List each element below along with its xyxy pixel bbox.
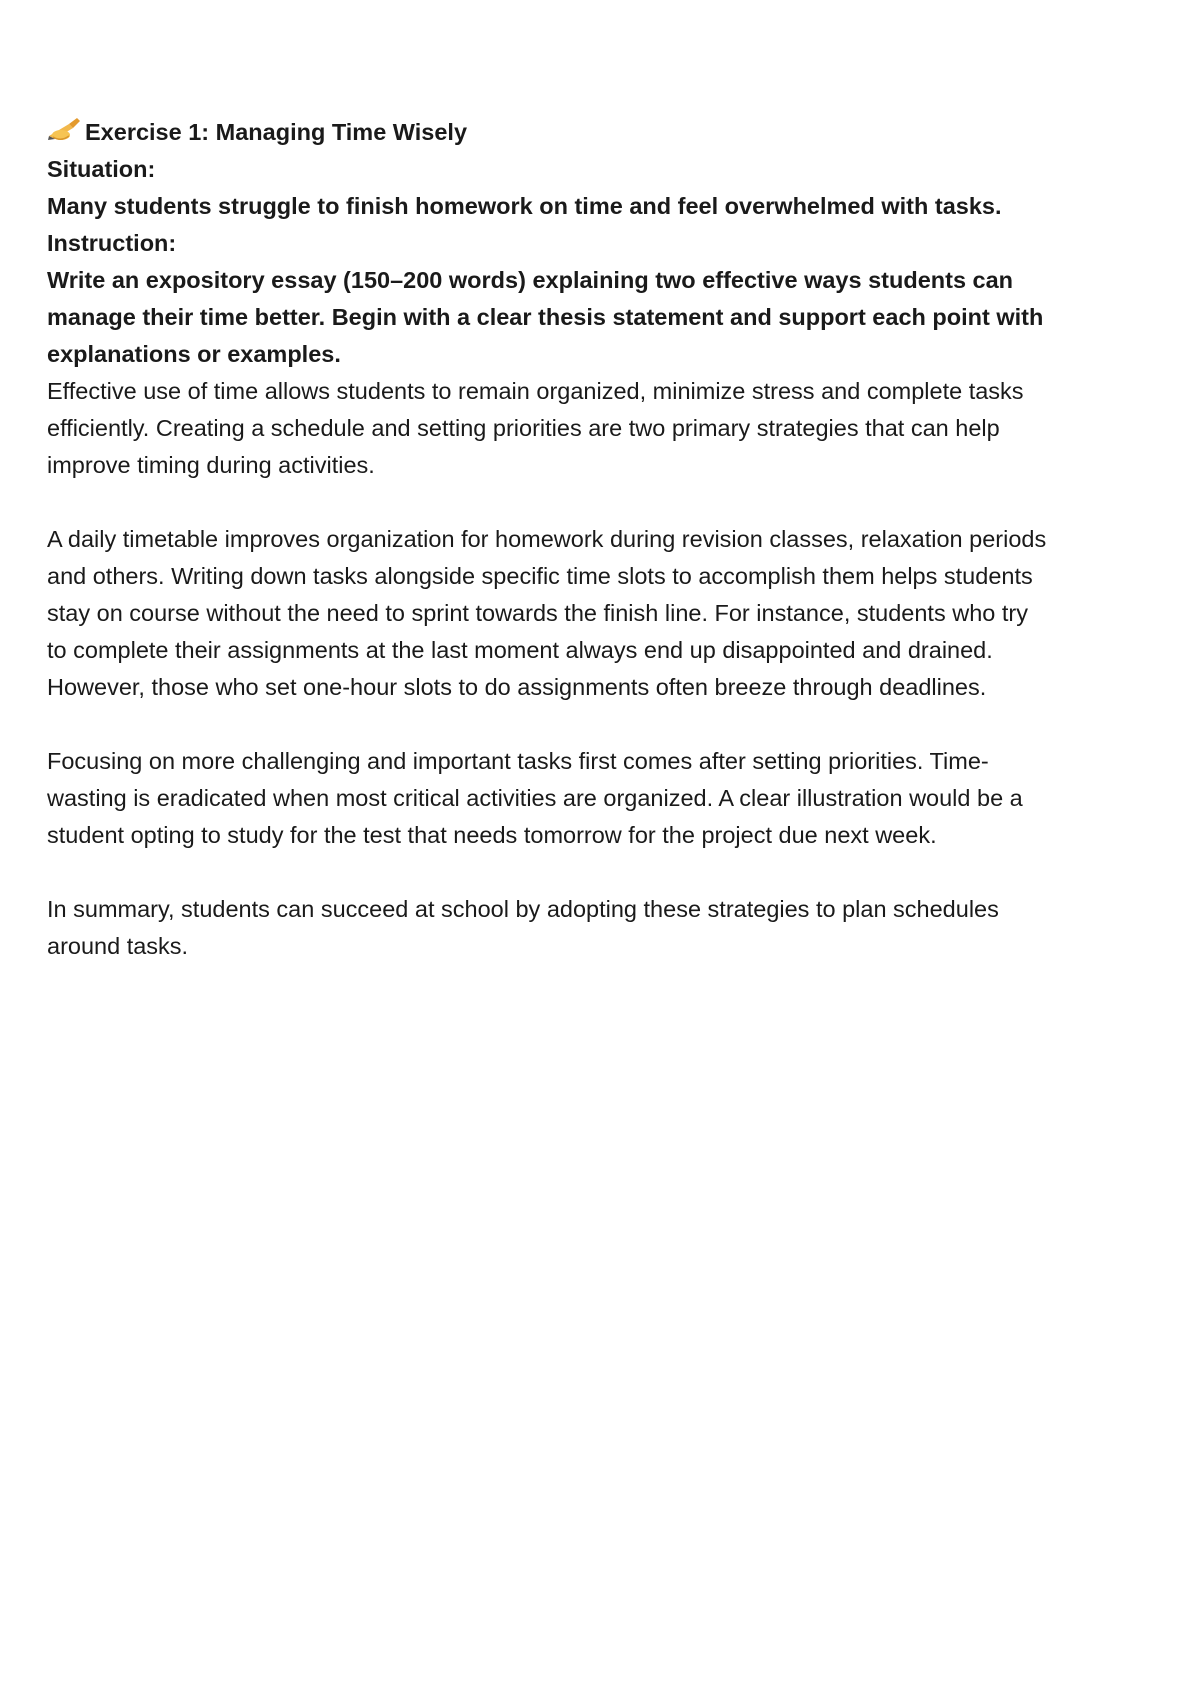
instruction-line: explanations or examples.: [47, 341, 341, 367]
essay-line: Effective use of time allows students to remain organized, minimize stress and complete tasks: [47, 378, 1024, 404]
paragraph-gap: [47, 854, 1157, 891]
situation-label: Situation:: [47, 156, 156, 182]
situation-text: Many students struggle to finish homework on time and feel overwhelmed with tasks.: [47, 193, 1002, 219]
essay-line: A daily timetable improves organization for homework during revision classes, relaxation periods: [47, 526, 1047, 552]
essay-line: Focusing on more challenging and important tasks first comes after setting priorities. Time-: [47, 748, 989, 774]
essay-line: and others. Writing down tasks alongside specific time slots to accomplish them helps students: [47, 563, 1033, 589]
instruction-label: Instruction:: [47, 230, 177, 256]
instruction-line: Write an expository essay (150–200 words) explaining two effective ways students can: [47, 267, 1014, 293]
document-page: [47, 114, 1157, 965]
essay-conclusion: [47, 891, 1157, 965]
essay-line: However, those who set one-hour slots to do assignments often breeze through deadlines.: [47, 674, 987, 700]
essay-line: around tasks.: [47, 933, 189, 959]
essay-line: stay on course without the need to sprint towards the finish line. For instance, students who try: [47, 600, 1028, 626]
exercise-title: Exercise 1: Managing Time Wisely: [85, 119, 468, 145]
writing-hand-icon: [47, 116, 81, 142]
essay-intro: [47, 373, 1157, 484]
essay-body-paragraph-1: [47, 521, 1157, 706]
paragraph-gap: [47, 706, 1157, 743]
essay-line: to complete their assignments at the last moment always end up disappointed and drained.: [47, 637, 993, 663]
instruction-text: [47, 262, 1157, 373]
essay-line: In summary, students can succeed at school by adopting these strategies to plan schedules: [47, 896, 999, 922]
essay-line: wasting is eradicated when most critical activities are organized. A clear illustration would be a: [47, 785, 1023, 811]
essay-body-paragraph-2: [47, 743, 1157, 854]
essay-line: improve timing during activities.: [47, 452, 375, 478]
essay-line: student opting to study for the test that needs tomorrow for the project due next week.: [47, 822, 937, 848]
instruction-line: manage their time better. Begin with a clear thesis statement and support each point with: [47, 304, 1044, 330]
essay-line: efficiently. Creating a schedule and setting priorities are two primary strategies that can help: [47, 415, 1000, 441]
exercise-heading: [47, 114, 1157, 151]
paragraph-gap: [47, 484, 1157, 521]
